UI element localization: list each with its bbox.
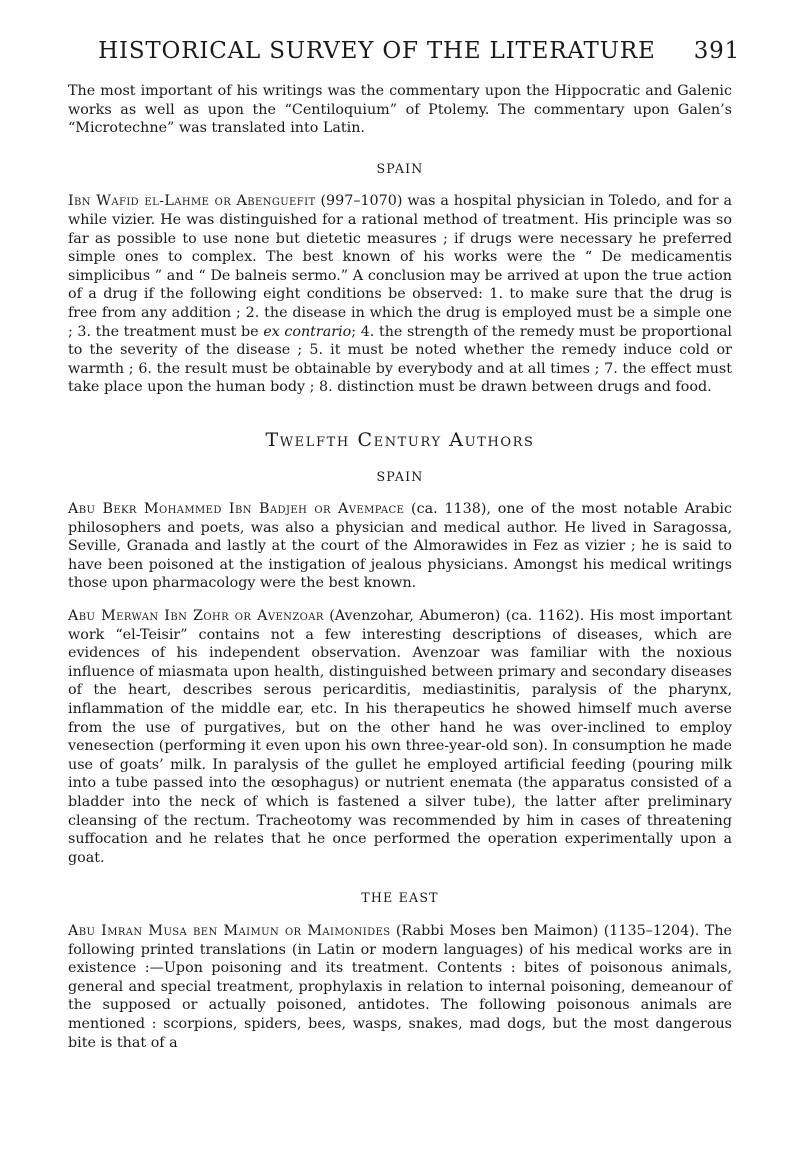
paragraph-ibn-wafid: Ibn Wafid el-Lahme or Abenguefit (997–1070) was a hospital physician in Toledo, and for a while vizier. He was distinguished for a rational method of treatment. His principle was so far as possible to use none but dietetic measures ; if drugs were necessary he preferred simple ones to complex. The best known of his works were the “ De medicamentis simplicibus ” and “ De balneis sermo.” A conclusion may be arrived at upon the true action of a drug if the following eight conditions be observed: 1. to make sure that the drug is free from any addition ; 2. the disease in which the drug is employed must be a simple one ; 3. the treatment must be ex contrario; 4. the strength of the remedy must be proportional to the severity of the disease ; 5. it must be noted whether the remedy induce cold or warmth ; 6. the result must be obtainable by everybody and at all times ; 7. the effect must take place upon the human body ; 8. distinction must be drawn between drugs and food. bbox=[68, 193, 732, 396]
paragraph-galen-commentary: The most important of his writings was the commentary upon the Hippocratic and Galenic works as well as upon the “Centiloquium” of Ptolemy. The commentary upon Galen’s “Microtechne” was translated into Latin. bbox=[68, 83, 732, 137]
author-name: Abu Merwan Ibn Zohr or Avenzoar bbox=[68, 608, 324, 625]
page-number: 391 bbox=[693, 38, 740, 64]
running-title: HISTORICAL SURVEY OF THE LITERATURE bbox=[98, 38, 656, 64]
paragraph-avenzoar: Abu Merwan Ibn Zohr or Avenzoar (Avenzohar, Abumeron) (ca. 1162). His most important work “el-Teisir” contains not a few interesting descriptions of diseases, which are evidences of his independent observation. Avenzoar was familiar with the noxious influence of miasmata upon health, distinguished between primary and secondary diseases of the heart, describes serous pericarditis, mediastinitis, paralysis of the pharynx, inflammation of the middle ear, etc. In his therapeutics he showed himself much averse from the use of purgatives, but on the other hand he was over-inclined to employ venesection (performing it even upon his own three-year-old son). In consumption he made use of goats’ milk. In paralysis of the gullet he employed artificial feeding (pouring milk into a tube passed into the œsophagus) or nutrient enemata (the apparatus consisted of a bladder into the neck of which is fastened a silver tube), the latter after preliminary cleansing of the rectum. Tracheotomy was recommended by him in cases of threatening suffocation and he relates that he once performed the operation experimentally upon a goat. bbox=[68, 608, 732, 866]
paragraph-avempace: Abu Bekr Mohammed Ibn Badjeh or Avempace (ca. 1138), one of the most notable Arabic philosophers and poets, was also a physician and medical author. He lived in Saragossa, Seville, Granada and lastly at the court of the Almorawides in Fez as vizier ; he is said to have been poisoned at the instigation of jealous physicians. Amongst his medical writings those upon pharmacology were the best known. bbox=[68, 501, 732, 592]
chapter-heading: Twelfth Century Authors bbox=[265, 428, 535, 451]
section-heading-spain-2: SPAIN bbox=[376, 468, 424, 484]
page-body bbox=[68, 82, 732, 1061]
author-name: Abu Bekr Mohammed Ibn Badjeh or Avempace bbox=[68, 501, 405, 518]
running-header bbox=[60, 38, 740, 64]
section-heading-spain: SPAIN bbox=[376, 160, 424, 176]
author-name: Abu Imran Musa ben Maimun or Maimonides bbox=[68, 922, 391, 939]
section-heading-east: THE EAST bbox=[361, 890, 439, 906]
paragraph-maimonides: Abu Imran Musa ben Maimun or Maimonides (Rabbi Moses ben Maimon) (1135–1204). The following printed translations (in Latin or modern languages) of his medical works are in existence :—Upon poisoning and its treatment. Contents : bites of poisonous animals, general and special treatment, prophylaxis in relation to internal poisoning, demeanour of the supposed or actually poisoned, antidotes. The following poisonous animals are mentioned : scorpions, spiders, bees, wasps, snakes, mad dogs, but the most dangerous bite is that of a bbox=[68, 922, 733, 1051]
latin-term: ex contrario bbox=[263, 323, 352, 340]
author-name: Ibn Wafid el-Lahme or Abenguefit bbox=[68, 193, 316, 210]
